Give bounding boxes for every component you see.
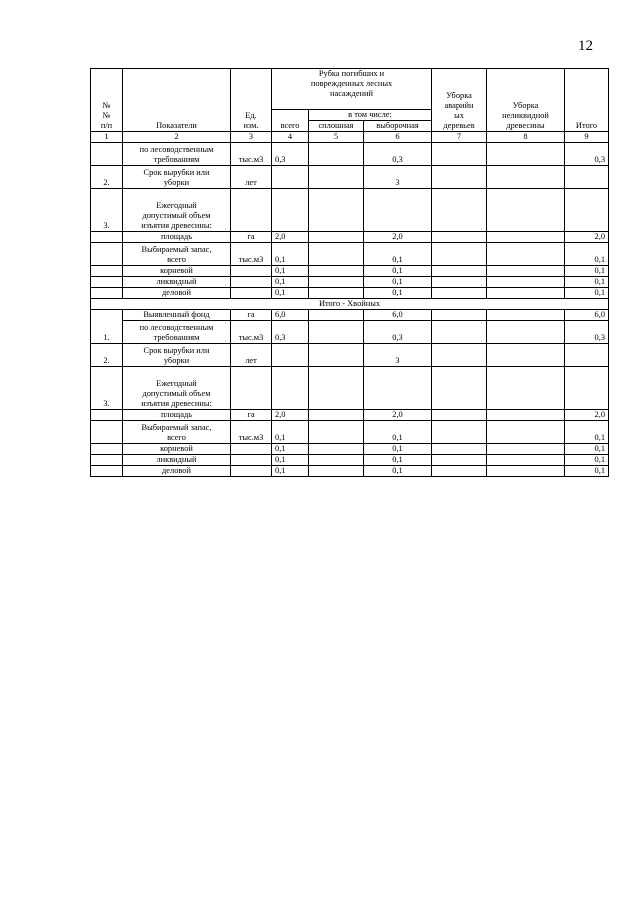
header-indicator-text: Показатели: [156, 121, 197, 131]
forestry-table: [90, 68, 609, 477]
column-number-2: [123, 132, 231, 143]
column-number-6-text: 6: [395, 132, 400, 141]
cell-clear: [309, 343, 364, 366]
cell-all: [272, 142, 309, 165]
cell-selective: [364, 265, 432, 276]
cell-all-text: 2,0: [275, 410, 286, 419]
cell-unit: [231, 276, 272, 287]
cell-clear: [309, 443, 364, 454]
cell-selective: [364, 443, 432, 454]
cell-num: [91, 242, 123, 265]
cell-unit: [231, 366, 272, 409]
table-row: [91, 454, 609, 465]
cell-total-text: 2,0: [594, 410, 606, 419]
column-number-4: [272, 132, 309, 143]
header-selective: [364, 121, 432, 132]
cell-unit: [231, 309, 272, 320]
cell-total: [565, 465, 609, 476]
cell-indicator: [123, 188, 231, 231]
cell-selective: [364, 465, 432, 476]
cell-selective: [364, 366, 432, 409]
table-row: [91, 309, 609, 320]
cell-unit: [231, 165, 272, 188]
cell-all: [272, 366, 309, 409]
cell-all: [272, 287, 309, 298]
table-row: [91, 165, 609, 188]
header-indicator: [123, 69, 231, 132]
table-row: [91, 409, 609, 420]
cell-indicator-text: Срок вырубки или уборки: [143, 346, 210, 365]
cell-nonliquid: [487, 443, 565, 454]
cell-unit: [231, 454, 272, 465]
header-including-text: в том числе:: [348, 110, 392, 120]
cell-all-text: 2,0: [275, 232, 286, 241]
cell-nonliquid: [487, 409, 565, 420]
cell-unit: [231, 320, 272, 343]
cell-selective-text: 0,3: [392, 155, 403, 164]
cell-nonliquid: [487, 142, 565, 165]
cell-all: [272, 409, 309, 420]
column-number-5-text: 5: [333, 132, 339, 141]
cell-indicator-text: площадь: [160, 232, 193, 241]
cell-nonliquid: [487, 454, 565, 465]
cell-selective: [364, 420, 432, 443]
cell-selective: [364, 231, 432, 242]
header-row: [91, 69, 609, 110]
table-row: [91, 320, 609, 343]
cell-total: [565, 188, 609, 231]
cell-num: [91, 231, 123, 242]
cell-nonliquid: [487, 320, 565, 343]
column-number-row: [91, 132, 609, 143]
cell-unit: [231, 231, 272, 242]
cell-nonliquid: [487, 343, 565, 366]
cell-total-text: 0,1: [594, 266, 606, 275]
header-emergency-text: Уборка аварийн ых деревьев: [443, 91, 475, 131]
cell-unit: [231, 343, 272, 366]
cell-total-text: 0,1: [594, 433, 606, 442]
cell-indicator: [123, 465, 231, 476]
cell-total: [565, 343, 609, 366]
cell-nonliquid: [487, 242, 565, 265]
cell-indicator-text: Выявленный фонд: [143, 310, 210, 319]
cell-num: [91, 465, 123, 476]
cell-nonliquid: [487, 309, 565, 320]
cell-indicator: [123, 309, 231, 320]
cell-clear: [309, 465, 364, 476]
cell-indicator-text: Ежегодный допустимый объем изъятия древесины:: [141, 379, 212, 408]
header-felling-group: [272, 69, 432, 110]
table-row: [91, 231, 609, 242]
cell-emergency: [432, 265, 487, 276]
cell-unit: [231, 265, 272, 276]
cell-indicator: [123, 454, 231, 465]
cell-total-text: 0,1: [594, 455, 606, 464]
cell-selective-text: 3: [395, 178, 400, 187]
cell-selective-text: 0,1: [392, 444, 403, 453]
header-clear: [309, 121, 364, 132]
cell-clear: [309, 287, 364, 298]
cell-unit-text: тыс.м3: [238, 255, 264, 264]
cell-num: [91, 276, 123, 287]
cell-nonliquid: [487, 165, 565, 188]
cell-selective: [364, 165, 432, 188]
cell-all-text: 0,1: [275, 255, 286, 264]
cell-total: [565, 242, 609, 265]
cell-all: [272, 165, 309, 188]
cell-unit-text: лет: [245, 356, 257, 365]
header-unit: [231, 69, 272, 132]
cell-total: [565, 454, 609, 465]
cell-total-text: 0,1: [594, 255, 606, 264]
header-total-sub-text: всего: [280, 121, 300, 131]
cell-nonliquid: [487, 265, 565, 276]
table-row: [91, 420, 609, 443]
cell-all: [272, 454, 309, 465]
header-nonliquid-text: Уборка неликвидной древесины: [502, 101, 549, 131]
cell-all: [272, 242, 309, 265]
cell-indicator: [123, 443, 231, 454]
header-clear-text: сплошная: [318, 121, 354, 131]
column-number-7-text: 7: [456, 132, 462, 141]
cell-nonliquid: [487, 420, 565, 443]
cell-clear: [309, 242, 364, 265]
cell-unit-text: тыс.м3: [238, 155, 264, 164]
cell-clear: [309, 454, 364, 465]
cell-selective: [364, 343, 432, 366]
cell-indicator-text: по лесоводственным требованиям: [139, 323, 214, 342]
cell-unit-text: тыс.м3: [238, 433, 264, 442]
cell-nonliquid: [487, 287, 565, 298]
cell-emergency: [432, 231, 487, 242]
cell-emergency: [432, 142, 487, 165]
header-total-text: Итого: [575, 121, 598, 131]
cell-num: [91, 443, 123, 454]
cell-unit-text: га: [247, 410, 255, 419]
cell-all-text: 0,3: [275, 333, 286, 342]
cell-selective: [364, 454, 432, 465]
cell-total-text: 0,1: [594, 277, 606, 286]
cell-unit: [231, 420, 272, 443]
cell-emergency: [432, 343, 487, 366]
cell-total: [565, 276, 609, 287]
cell-emergency: [432, 320, 487, 343]
column-number-9: [565, 132, 609, 143]
cell-num-text: 2.: [103, 178, 110, 187]
cell-emergency: [432, 165, 487, 188]
cell-all: [272, 231, 309, 242]
header-total-sub: [272, 110, 309, 132]
cell-num: [91, 188, 123, 231]
cell-num: [91, 165, 123, 188]
cell-indicator: [123, 366, 231, 409]
cell-emergency: [432, 287, 487, 298]
cell-num: [91, 454, 123, 465]
cell-all-text: 0,1: [275, 266, 286, 275]
cell-indicator-text: Ежегодный допустимый объем изъятия древесины:: [141, 201, 212, 230]
cell-selective-text: 2,0: [392, 410, 403, 419]
header-num-text: № № п/п: [100, 101, 113, 131]
table-row: [91, 287, 609, 298]
cell-unit: [231, 142, 272, 165]
cell-nonliquid: [487, 231, 565, 242]
cell-selective-text: 6,0: [392, 310, 403, 319]
cell-emergency: [432, 242, 487, 265]
cell-selective-text: 0,1: [392, 466, 403, 475]
cell-nonliquid: [487, 465, 565, 476]
column-number-6: [364, 132, 432, 143]
cell-unit: [231, 188, 272, 231]
section-row: [91, 298, 609, 309]
table-row: [91, 188, 609, 231]
cell-indicator: [123, 165, 231, 188]
cell-indicator: [123, 320, 231, 343]
column-number-7: [432, 132, 487, 143]
cell-selective-text: 2,0: [392, 232, 403, 241]
cell-total: [565, 165, 609, 188]
cell-selective: [364, 287, 432, 298]
column-number-2-text: 2: [174, 132, 179, 141]
table-row: [91, 265, 609, 276]
cell-indicator: [123, 242, 231, 265]
cell-indicator: [123, 420, 231, 443]
header-felling-group-text: Рубка погибших и поврежденных лесных насаждений: [310, 69, 393, 98]
cell-all-text: 0,1: [275, 433, 286, 442]
cell-total: [565, 366, 609, 409]
header-nonliquid: [487, 69, 565, 132]
cell-selective-text: 0,3: [392, 333, 403, 342]
cell-selective-text: 0,1: [392, 266, 403, 275]
cell-selective-text: 0,1: [392, 433, 403, 442]
cell-nonliquid: [487, 188, 565, 231]
cell-unit: [231, 242, 272, 265]
cell-total: [565, 142, 609, 165]
cell-emergency: [432, 420, 487, 443]
cell-all-text: 0,1: [275, 455, 286, 464]
cell-indicator: [123, 409, 231, 420]
cell-all: [272, 309, 309, 320]
cell-all: [272, 276, 309, 287]
cell-total-text: 6,0: [594, 310, 606, 319]
cell-all-text: 0,3: [275, 155, 286, 164]
cell-indicator-text: Срок вырубки или уборки: [143, 168, 210, 187]
page-number: 12: [578, 38, 593, 54]
cell-emergency: [432, 465, 487, 476]
cell-unit: [231, 443, 272, 454]
cell-selective: [364, 242, 432, 265]
cell-indicator: [123, 231, 231, 242]
cell-indicator-text: деловой: [162, 288, 191, 297]
cell-unit-text: га: [247, 310, 255, 319]
header-emergency: [432, 69, 487, 132]
cell-num: [91, 309, 123, 343]
table-row: [91, 443, 609, 454]
cell-all-text: 0,1: [275, 277, 286, 286]
header-including: [309, 110, 432, 121]
cell-clear: [309, 366, 364, 409]
cell-emergency: [432, 188, 487, 231]
header-selective-text: выборочная: [376, 121, 419, 131]
cell-indicator: [123, 142, 231, 165]
cell-unit-text: га: [247, 232, 255, 241]
cell-all: [272, 188, 309, 231]
cell-total: [565, 287, 609, 298]
cell-num: [91, 366, 123, 409]
column-number-8-text: 8: [523, 132, 528, 141]
cell-selective-text: 0,1: [392, 255, 403, 264]
cell-total: [565, 443, 609, 454]
cell-all: [272, 443, 309, 454]
cell-emergency: [432, 454, 487, 465]
cell-indicator-text: ликвидный: [156, 455, 197, 464]
cell-selective: [364, 276, 432, 287]
cell-clear: [309, 420, 364, 443]
column-number-5: [309, 132, 364, 143]
cell-unit-text: тыс.м3: [238, 333, 264, 342]
table-row: [91, 242, 609, 265]
cell-num-text: 3.: [103, 399, 110, 408]
cell-all: [272, 265, 309, 276]
cell-emergency: [432, 443, 487, 454]
table-body: [91, 69, 609, 477]
cell-num-text: 3.: [103, 221, 110, 230]
cell-total-text: 2,0: [594, 232, 606, 241]
column-number-1: [91, 132, 123, 143]
cell-total: [565, 309, 609, 320]
cell-clear: [309, 409, 364, 420]
cell-indicator-text: деловой: [162, 466, 191, 475]
column-number-1-text: 1: [104, 132, 109, 141]
cell-emergency: [432, 276, 487, 287]
cell-total-text: 0,1: [594, 466, 606, 475]
cell-all: [272, 420, 309, 443]
table-row: [91, 465, 609, 476]
cell-num-text: 2.: [103, 356, 110, 365]
cell-selective-text: 3: [395, 356, 400, 365]
cell-unit: [231, 409, 272, 420]
cell-num: [91, 420, 123, 443]
cell-unit-text: лет: [245, 178, 257, 187]
cell-emergency: [432, 309, 487, 320]
cell-all-text: 6,0: [275, 310, 286, 319]
cell-total: [565, 420, 609, 443]
cell-indicator-text: площадь: [160, 410, 193, 419]
cell-selective: [364, 309, 432, 320]
cell-unit: [231, 287, 272, 298]
cell-num: [91, 409, 123, 420]
cell-num: [91, 265, 123, 276]
column-number-3: [231, 132, 272, 143]
header-total: [565, 69, 609, 132]
cell-clear: [309, 142, 364, 165]
cell-indicator-text: корневой: [160, 266, 193, 275]
cell-total: [565, 320, 609, 343]
cell-indicator-text: корневой: [160, 444, 193, 453]
header-num: [91, 69, 123, 132]
cell-emergency: [432, 366, 487, 409]
cell-clear: [309, 276, 364, 287]
cell-clear: [309, 309, 364, 320]
cell-clear: [309, 165, 364, 188]
table-row: [91, 276, 609, 287]
cell-all-text: 0,1: [275, 288, 286, 297]
section-title-text: Итого - Хвойных: [318, 298, 381, 308]
cell-num: [91, 142, 123, 165]
column-number-8: [487, 132, 565, 143]
cell-nonliquid: [487, 366, 565, 409]
cell-indicator-text: Выбираемый запас, всего: [141, 245, 212, 264]
cell-total: [565, 265, 609, 276]
section-title: [91, 298, 609, 309]
cell-total: [565, 231, 609, 242]
cell-selective: [364, 409, 432, 420]
column-number-4-text: 4: [287, 132, 293, 141]
cell-selective: [364, 188, 432, 231]
cell-total-text: 0,3: [594, 333, 606, 342]
cell-indicator: [123, 343, 231, 366]
cell-selective-text: 0,1: [392, 455, 403, 464]
cell-selective-text: 0,1: [392, 277, 403, 286]
cell-all: [272, 465, 309, 476]
table-row: [91, 343, 609, 366]
cell-unit: [231, 465, 272, 476]
cell-emergency: [432, 409, 487, 420]
table-row: [91, 366, 609, 409]
cell-indicator: [123, 265, 231, 276]
cell-indicator: [123, 276, 231, 287]
cell-indicator: [123, 287, 231, 298]
cell-num-text: 1.: [103, 333, 110, 342]
cell-total-text: 0,1: [594, 288, 606, 297]
column-number-9-text: 9: [584, 132, 589, 141]
column-number-3-text: 3: [248, 132, 254, 141]
cell-all-text: 0,1: [275, 444, 286, 453]
cell-indicator-text: по лесоводственным требованиям: [139, 145, 214, 164]
cell-selective: [364, 320, 432, 343]
cell-total: [565, 409, 609, 420]
cell-all-text: 0,1: [275, 466, 286, 475]
cell-num: [91, 287, 123, 298]
cell-indicator-text: Выбираемый запас, всего: [141, 423, 212, 442]
header-unit-text: Ед. изм.: [243, 111, 259, 131]
cell-clear: [309, 320, 364, 343]
cell-all: [272, 343, 309, 366]
table-row: [91, 142, 609, 165]
cell-num: [91, 343, 123, 366]
cell-clear: [309, 231, 364, 242]
cell-indicator-text: ликвидный: [156, 277, 197, 286]
cell-selective: [364, 142, 432, 165]
cell-selective-text: 0,1: [392, 288, 403, 297]
cell-clear: [309, 265, 364, 276]
cell-nonliquid: [487, 276, 565, 287]
cell-total-text: 0,3: [594, 155, 606, 164]
cell-total-text: 0,1: [594, 444, 606, 453]
cell-clear: [309, 188, 364, 231]
cell-all: [272, 320, 309, 343]
